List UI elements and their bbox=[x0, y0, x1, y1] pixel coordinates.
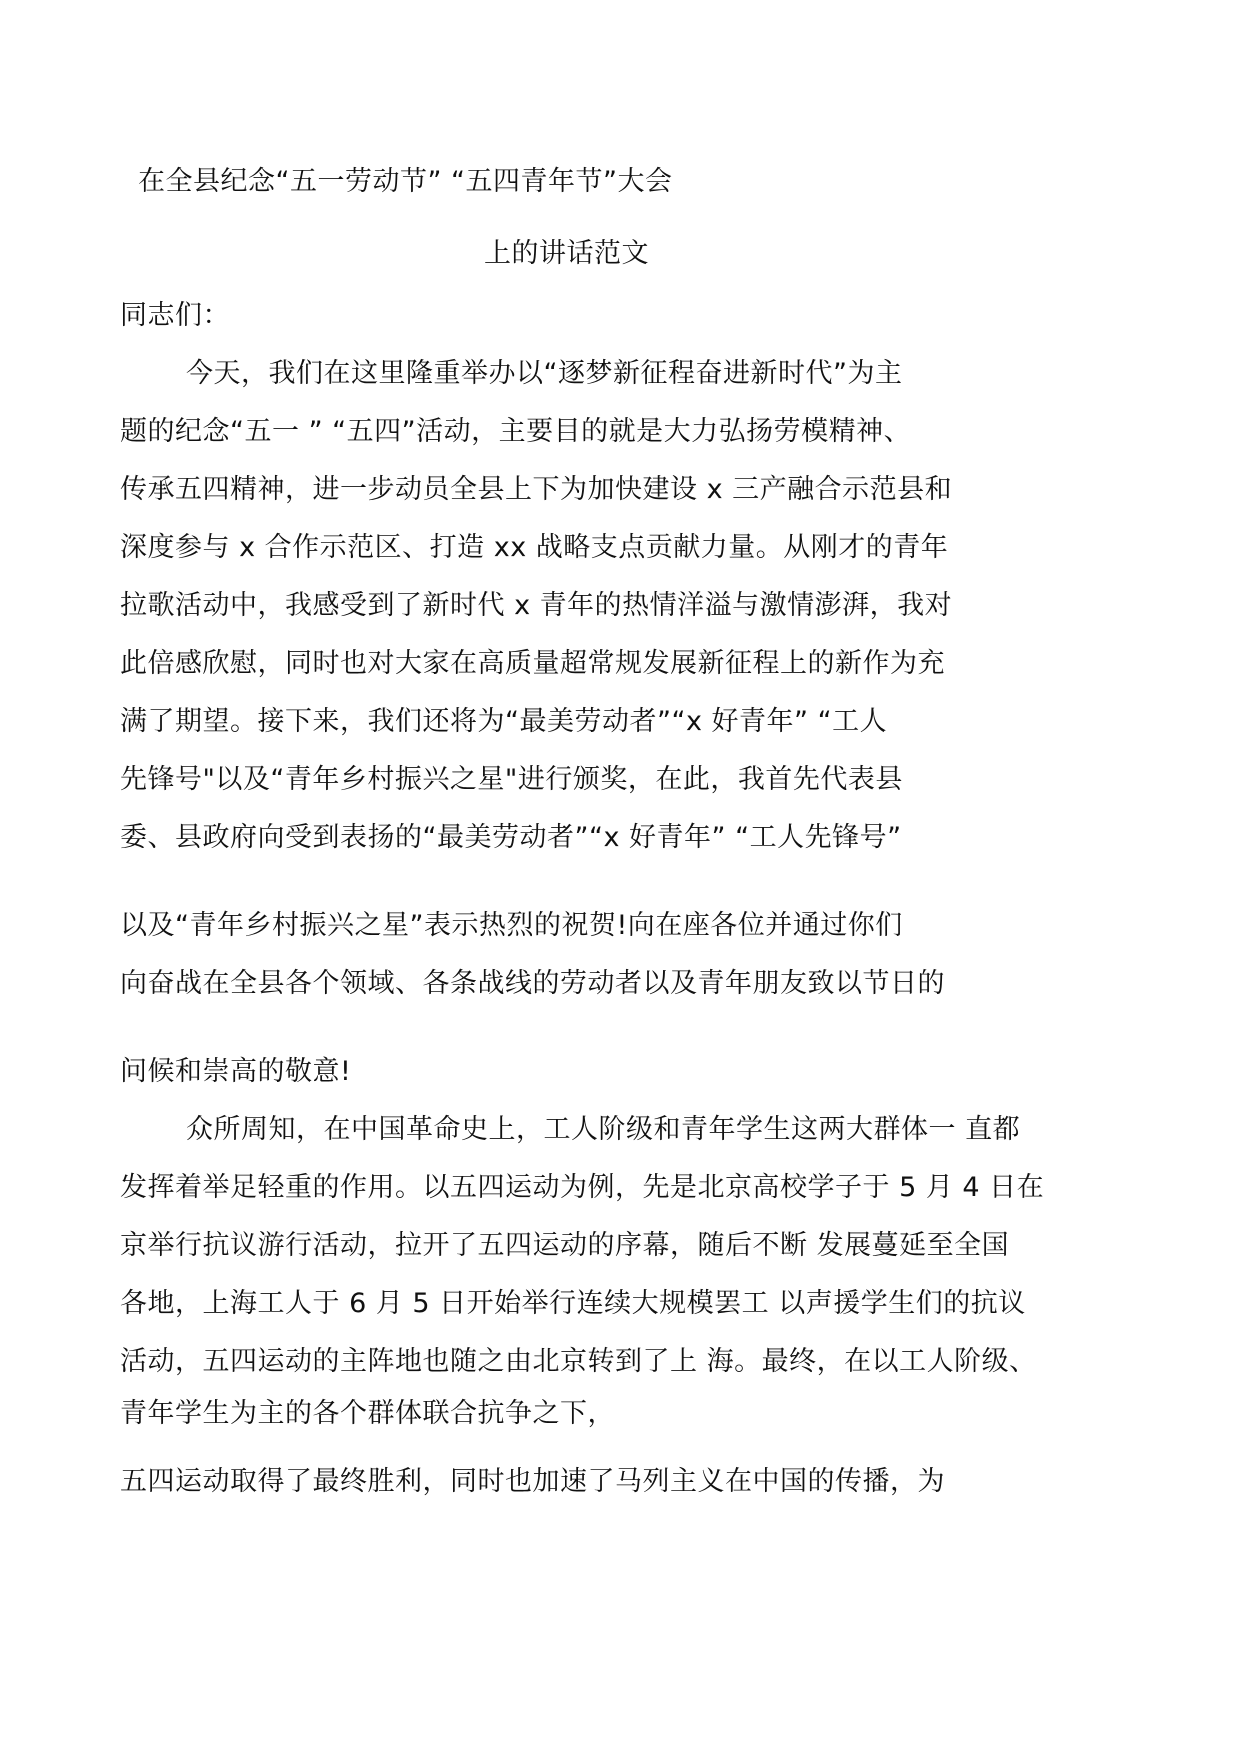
text-line: 满了期望。接下来，我们还将为“最美劳动者”“x 好青年” “工人 bbox=[120, 706, 888, 737]
document-title-line-2: 上的讲话范文 bbox=[484, 238, 649, 269]
text-line: 京举行抗议游行活动，拉开了五四运动的序幕，随后不断 发展蔓延至全国 bbox=[120, 1230, 1010, 1261]
text-line: 先锋号"以及“青年乡村振兴之星"进行颁奖，在此，我首先代表县 bbox=[120, 764, 903, 795]
text-line: 此倍感欣慰，同时也对大家在高质量超常规发展新征程上的新作为充 bbox=[120, 648, 945, 679]
text-line: 拉歌活动中，我感受到了新时代 x 青年的热情洋溢与激情澎湃，我对 bbox=[120, 590, 953, 621]
text-line: 传承五四精神，进一步动员全县上下为加快建设 x 三产融合示范县和 bbox=[120, 474, 953, 505]
text-line: 青年学生为主的各个群体联合抗争之下， bbox=[120, 1398, 615, 1429]
text-line: 向奋战在全县各个领域、各条战线的劳动者以及青年朋友致以节日的 bbox=[120, 968, 945, 999]
text-line: 题的纪念“五一 ” “五四”活动，主要目的就是大力弘扬劳模精神、 bbox=[120, 416, 912, 447]
text-line: 众所周知，在中国革命史上，工人阶级和青年学生这两大群体一 直都 bbox=[186, 1114, 1021, 1145]
text-line: 各地，上海工人于 6 月 5 日开始举行连续大规模罢工 以声援学生们的抗议 bbox=[120, 1288, 1026, 1319]
text-line: 以及“青年乡村振兴之星”表示热烈的祝贺!向在座各位并通过你们 bbox=[120, 910, 903, 941]
text-line: 发挥着举足轻重的作用。以五四运动为例，先是北京高校学子于 5 月 4 日在 bbox=[120, 1172, 1045, 1203]
text-line: 深度参与 x 合作示范区、打造 xx 战略支点贡献力量。从刚才的青年 bbox=[120, 532, 949, 563]
text-line: 今天，我们在这里隆重举办以“逐梦新征程奋进新时代”为主 bbox=[186, 358, 903, 389]
document-title-line-1: 在全县纪念“五一劳动节” “五四青年节”大会 bbox=[138, 166, 673, 197]
text-line: 五四运动取得了最终胜利，同时也加速了马列主义在中国的传播，为 bbox=[120, 1466, 945, 1497]
text-line: 委、县政府向受到表扬的“最美劳动者”“x 好青年” “工人先锋号” bbox=[120, 822, 902, 853]
salutation: 同志们： bbox=[120, 300, 230, 331]
text-line: 活动，五四运动的主阵地也随之由北京转到了上 海。最终，在以工人阶级、 bbox=[120, 1346, 1037, 1377]
text-line: 问候和崇高的敬意! bbox=[120, 1056, 352, 1087]
